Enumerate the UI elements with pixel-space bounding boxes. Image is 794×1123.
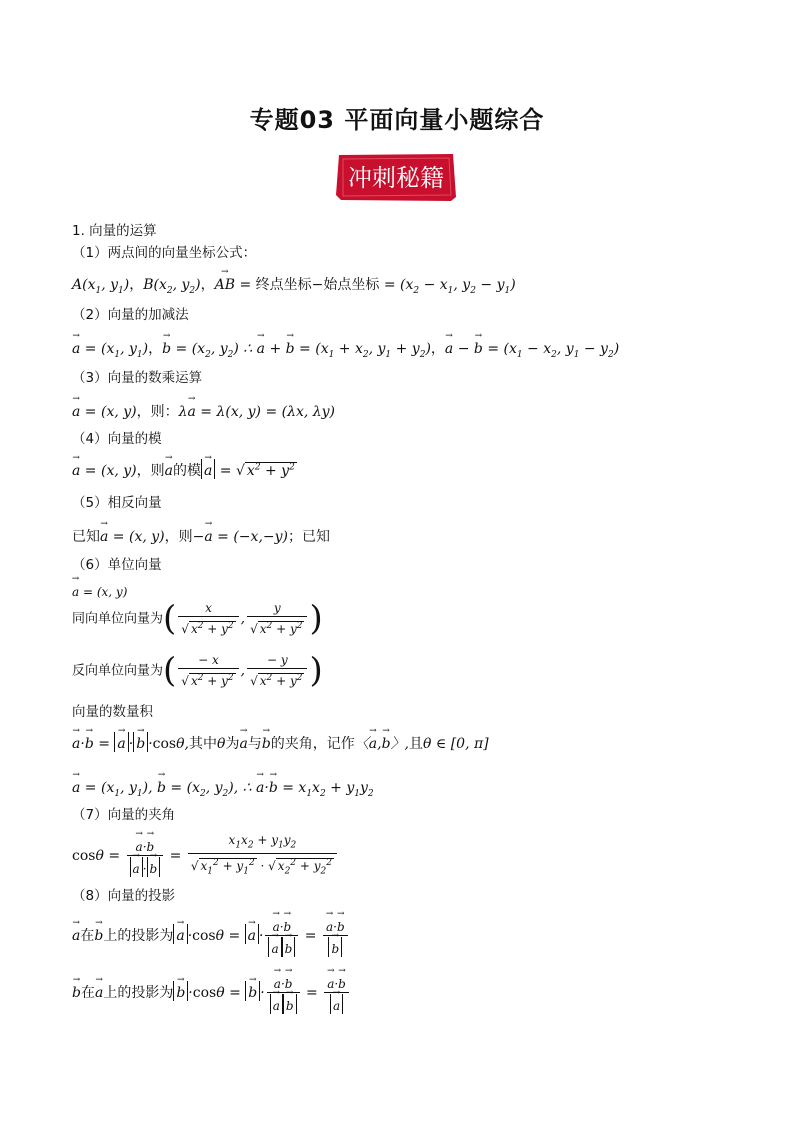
formula-two-point: $A(x_1$, $y_1$)，$B(x_2$, $y_2$)，→ AB = 终点坐标−始点坐标 = ($x_2 - x_1$, $y_2 - y_1$) (72, 272, 516, 300)
item-7-heading: （7）向量的夹角 (72, 807, 176, 823)
page-title: 专题03 平面向量小题综合 (249, 106, 545, 134)
proj-a-text: 在 (80, 928, 95, 944)
opposite-then-text: ，则 (164, 529, 193, 545)
formula-two-point-text: 终点坐标−始点坐标 (255, 277, 380, 293)
item-1-heading: （1）两点间的向量坐标公式： (72, 245, 257, 261)
dot-text-5: 且 (409, 736, 424, 752)
item-8-heading: （8）向量的投影 (72, 888, 176, 904)
item-3-heading: （3）向量的数乘运算 (72, 370, 203, 386)
dot-text-4: 的夹角，记作 (270, 736, 355, 752)
formula-angle: cosθ = → a·→ b → a ·→ b = $\frac{x_1x_2 + y_1y_2}{√ x_1^2 + y_1^2 \cdot √ x_2^2 + y_2^2}$ (72, 832, 339, 880)
formula-add-sub: → $a = (x_1$, $y_1$)，→ $b = (x_2$, $y_2$) ∴ → a + → $b = (x_1 + x_2$, $y_1 + y_2$)，→ a − → $b = (x_1 - x_2$, $y_1 - y_2$) (72, 336, 619, 364)
dot-text-2: 为 (225, 736, 240, 752)
scalar-then-text: ，则： (136, 404, 179, 420)
section-1-heading: 1. 向量的运算 (72, 223, 157, 239)
formula-magnitude: → a = (x, y)，则→ a的模→ a = √ $x^2 + y^2$ (72, 458, 297, 480)
opposite-known-text: 已知 (72, 529, 100, 545)
formula-opposite: 已知→ a = (x, y)，则−→ a = (−x,−y)；已知 (72, 524, 330, 546)
unit-same-text: 同向单位向量为 (72, 611, 164, 627)
proj-on-text: 上的投影为 (103, 928, 174, 944)
item-5-heading: （5）相反向量 (72, 495, 162, 511)
formula-unit-same: 同向单位向量为( $\frac{x}{√ x^2 + y^2}$ , $\frac{y}{√ x^2 + y^2}$ ) (72, 598, 323, 639)
formula-dot-coordinates: → $a = (x_1$, $y_1$), → $b = (x_2$, $y_2$), ∴ → $a\cdot\to b = x_1x_2 + y_1y_2$ (72, 775, 374, 803)
magnitude-then-text: ，则 (136, 463, 165, 479)
item-6-heading: （6）单位向量 (72, 557, 162, 573)
badge-text: 冲刺秘籍 (348, 164, 444, 192)
badge-seal (333, 151, 459, 203)
unit-opposite-text: 反向单位向量为 (72, 663, 164, 679)
item-4-heading: （4）向量的模 (72, 431, 162, 447)
dot-product-heading: 向量的数量积 (72, 704, 153, 720)
formula-scalar-mult: → a = (x, y)，则：λ→ a = λ(x, y) = (λx, λy) (72, 399, 335, 421)
formula-projection-b-on-a: → b在→ a上的投影为→ b ·cosθ = → b · → a·→ b → a→ b = → a·→ b → a (72, 972, 351, 1014)
formula-unit-opposite: 反向单位向量为( $\frac{- x}{√ x^2 + y^2}$ , $\frac{- y}{√ x^2 + y^2}$ ) (72, 650, 323, 691)
dot-text-3: 与 (247, 736, 262, 752)
dot-text-1: 其中 (189, 736, 218, 752)
opposite-tail-text: ；已知 (288, 529, 330, 545)
item-2-heading: （2）向量的加减法 (72, 307, 189, 323)
formula-dot-definition: → a·→ b = → a ·→ b ·cosθ,其中θ为→ a与→ b的夹角，记作〈→ a,→ b〉,且θ ∈ [0, π] (72, 731, 489, 753)
formula-unit-a: → a = (x, y) (72, 579, 127, 601)
proj-on2-text: 上的投影为 (103, 985, 174, 1001)
formula-projection-a-on-b: → a在→ b上的投影为→ a ·cosθ = → a · → a·→ b → a→ b = → a·→ b → b (72, 915, 350, 957)
proj-b-text: 在 (80, 985, 95, 1001)
magnitude-mod-text: 的模 (172, 463, 201, 479)
